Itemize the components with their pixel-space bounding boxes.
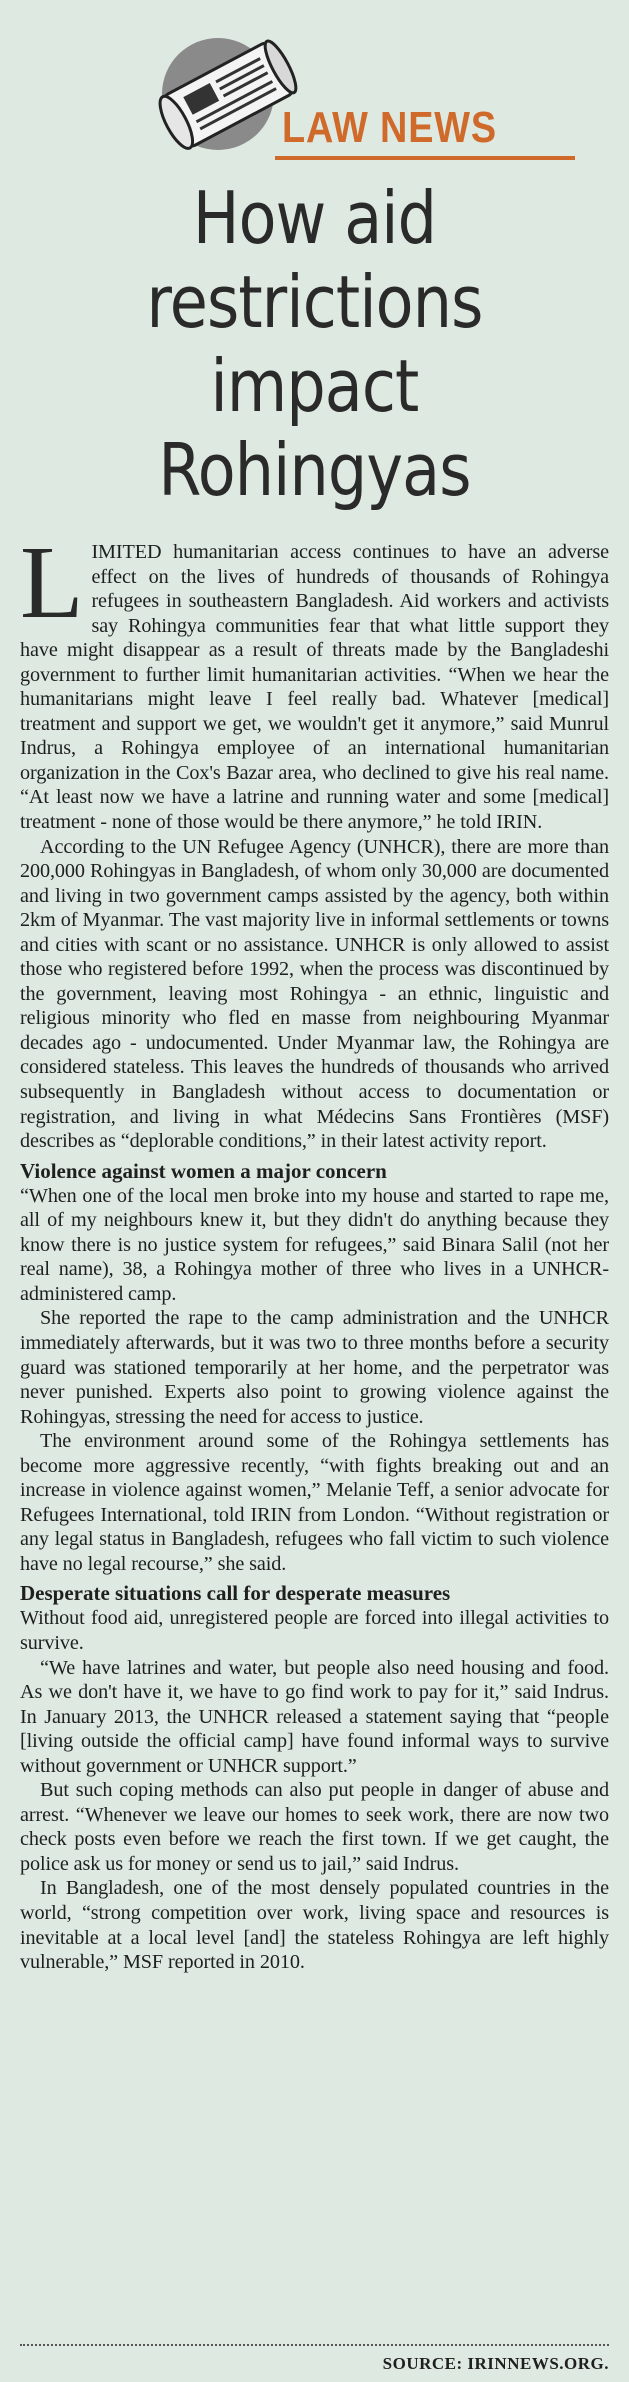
paragraph-1-text: IMITED humanitarian access continues to have an adverse effect on the lives of hundreds of thousands of Rohingya refugees in southeastern Bangladesh. Aid workers and activists say Rohingya communities fear that what little support they have might disappear as a result of threats made by the Bangladeshi government to further limit humanitarian activities. “When we hear the humanitarians might leave I feel really bad. Whatever [medical] treatment and support we get, we wouldn't get it anymore,” said Munrul Indrus, a Rohingya employee of an international humanitarian organization in the Cox's Bazar area, who declined to give his real name. “At least now we have a latrine and running water and some [medical] treatment - none of those would be there anymore,” he told IRIN. [20, 541, 609, 834]
subheading-desperate: Desperate situations call for desperate measures [20, 1581, 451, 1606]
section-label: LAW NEWS [282, 103, 497, 152]
paragraph-5: The environment around some of the Rohingya settlements has become more aggressive recently, “with fights breaking out and an increase in violence against women,” Melanie Teff, a senior advocate for Refugees International, told IRIN from London. “Without registration or any legal status in Bangladesh, refugees who fall victim to such violence have no legal recourse,” she said. [20, 1430, 609, 1575]
paragraph-2: According to the UN Refugee Agency (UNHCR), there are more than 200,000 Rohingyas in Bangladesh, of whom only 30,000 are documented and living in two government camps assisted by the agency, both within 2km of Myanmar. The vast majority live in informal settlements or towns and cities with scant or no assistance. UNHCR is only allowed to assist those who registered before 1992, when the process was discontinued by the government, leaving most Rohingya - an ethnic, linguistic and religious minority who fled en masse from neighbouring Myanmar decades ago - undocumented. Under Myanmar law, the Rohingya are considered stateless. This leaves the hundreds of thousands who arrived subsequently in Bangladesh without access to documentation or registration, and living in what Médecins Sans Frontières (MSF) describes as “deplorable conditions,” in their latest activity report. [20, 835, 609, 1153]
headline [61, 176, 568, 512]
subheading-violence: Violence against women a major concern [20, 1158, 387, 1183]
paragraph-6: Without food aid, unregistered people are forced into illegal activities to survive. [20, 1607, 609, 1654]
headline-line-1: How aid restrictions [146, 176, 483, 344]
section-rule [275, 156, 575, 160]
paragraph-8: But such coping methods can also put people in danger of abuse and arrest. “Whenever we leave our homes to seek work, there are now two check posts even before we reach the first town. If we get caught, the police ask us for money or send us to jail,” said Indrus. [20, 1779, 609, 1875]
source-credit: SOURCE: IRINNEWS.ORG. [20, 2344, 609, 2374]
masthead [20, 0, 609, 160]
paragraph-4: She reported the rape to the camp administration and the UNHCR immediately afterwards, but it was two to three months before a security guard was stationed temporarily at her home, and the perpetrator was never punished. Experts also point to growing violence against the Rohingyas, stressing the need for access to justice. [20, 1307, 609, 1428]
paragraph-1 [20, 525, 609, 835]
article-body [20, 525, 609, 1975]
paragraph-7: “We have latrines and water, but people also need housing and food. As we don't have it, we have to go find work to pay for it,” said Indrus. In January 2013, the UNHCR released a statement saying that “people [living outside the official camp] have found informal ways to survive without government or UNHCR support.” [20, 1656, 609, 1777]
paragraph-3: “When one of the local men broke into my house and started to rape me, all of my neighbours knew it, but they didn't do anything because they know there is no justice system for refugees,” said Binara Salil (not her real name), 38, a Rohingya mother of three who lives in a UNHCR-administered camp. [20, 1184, 609, 1305]
drop-cap: L [20, 525, 84, 640]
headline-line-2: impact Rohingyas [158, 344, 471, 512]
paragraph-9: In Bangladesh, one of the most densely populated countries in the world, “strong competition over work, living space and resources is inevitable at a local level [and] the stateless Rohingya are left highly vulnerable,” MSF reported in 2010. [20, 1877, 609, 1974]
